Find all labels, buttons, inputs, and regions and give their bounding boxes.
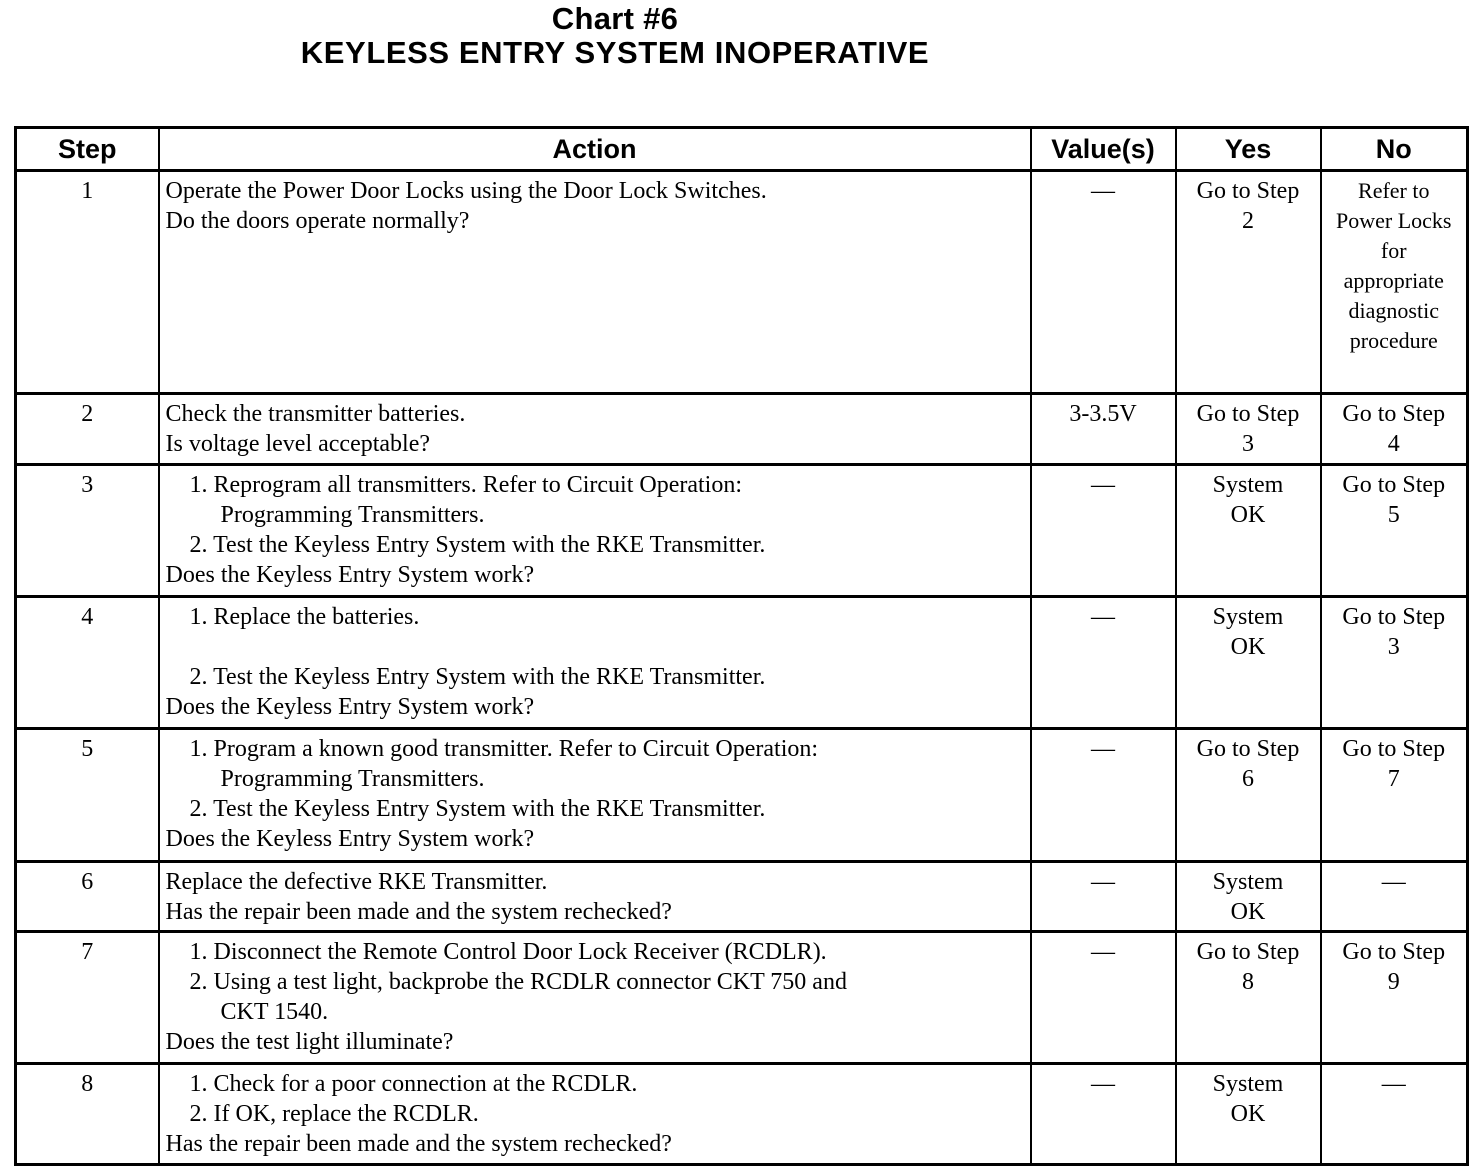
step-number: 6 xyxy=(16,862,159,932)
no-line: Power Locks xyxy=(1336,208,1452,233)
action-cell xyxy=(159,862,1031,932)
value-cell: — xyxy=(1031,597,1176,729)
action-line: 2. Test the Keyless Entry System with the RKE Transmitter. xyxy=(189,532,766,558)
yes-cell xyxy=(1176,729,1321,862)
no-line: 5 xyxy=(1387,502,1400,528)
chart-heading: KEYLESS ENTRY SYSTEM INOPERATIVE xyxy=(300,35,930,70)
action-line: 2. Using a test light, backprobe the RCDLR connector CKT 750 and xyxy=(189,969,847,995)
action-line: Programming Transmitters. xyxy=(220,502,485,528)
value-cell: — xyxy=(1031,932,1176,1064)
action-line: 1. Program a known good transmitter. Refer to Circuit Operation: xyxy=(189,736,819,762)
yes-cell xyxy=(1176,597,1321,729)
no-cell xyxy=(1321,171,1468,394)
step-number: 1 xyxy=(16,171,159,394)
action-cell xyxy=(159,1064,1031,1165)
yes-line: Go to Step xyxy=(1196,401,1300,427)
no-line: — xyxy=(1381,869,1406,895)
step-number: 5 xyxy=(16,729,159,862)
action-line: Is voltage level acceptable? xyxy=(165,431,431,457)
yes-line: Go to Step xyxy=(1196,939,1300,965)
step-number: 8 xyxy=(16,1064,159,1165)
action-line: 1. Check for a poor connection at the RCDLR. xyxy=(189,1071,638,1097)
no-line: 3 xyxy=(1387,634,1400,660)
yes-line: OK xyxy=(1230,899,1266,925)
no-line: Go to Step xyxy=(1342,401,1446,427)
action-line: Replace the defective RKE Transmitter. xyxy=(165,869,548,895)
action-line: 2. Test the Keyless Entry System with the RKE Transmitter. xyxy=(189,796,766,822)
table-row xyxy=(16,465,1468,597)
no-cell xyxy=(1321,862,1468,932)
action-cell xyxy=(159,729,1031,862)
yes-line: System xyxy=(1212,472,1284,498)
step-number: 3 xyxy=(16,465,159,597)
step-number: 2 xyxy=(16,394,159,465)
action-line: Check the transmitter batteries. xyxy=(165,401,466,427)
header-yes: Yes xyxy=(1176,128,1321,171)
action-line: Does the Keyless Entry System work? xyxy=(165,694,535,720)
action-line: Do the doors operate normally? xyxy=(165,208,470,234)
no-line: procedure xyxy=(1349,328,1438,353)
value-cell: — xyxy=(1031,171,1176,394)
action-cell xyxy=(159,171,1031,394)
chart-title xyxy=(0,2,1230,70)
value-cell: — xyxy=(1031,862,1176,932)
yes-cell xyxy=(1176,171,1321,394)
header-action: Action xyxy=(159,128,1031,171)
yes-cell xyxy=(1176,932,1321,1064)
action-cell xyxy=(159,932,1031,1064)
action-line: Has the repair been made and the system rechecked? xyxy=(165,1131,672,1157)
no-cell xyxy=(1321,1064,1468,1165)
table-row xyxy=(16,729,1468,862)
action-line: 2. If OK, replace the RCDLR. xyxy=(189,1101,479,1127)
header-step: Step xyxy=(16,128,159,171)
yes-cell xyxy=(1176,1064,1321,1165)
yes-line: 3 xyxy=(1242,431,1254,457)
no-cell xyxy=(1321,465,1468,597)
yes-line: Go to Step xyxy=(1196,178,1300,204)
action-line: CKT 1540. xyxy=(220,999,329,1025)
no-line: for xyxy=(1380,238,1407,263)
action-line-blank xyxy=(166,632,1024,662)
step-number: 7 xyxy=(16,932,159,1064)
no-line: diagnostic xyxy=(1348,298,1439,323)
no-line: 7 xyxy=(1387,766,1400,792)
diagnostic-table xyxy=(14,126,1469,1166)
yes-line: OK xyxy=(1230,1101,1266,1127)
yes-line: 2 xyxy=(1242,208,1254,234)
action-line: Does the test light illuminate? xyxy=(165,1029,454,1055)
step-number: 4 xyxy=(16,597,159,729)
header-values: Value(s) xyxy=(1031,128,1176,171)
no-cell xyxy=(1321,394,1468,465)
no-line: Refer to xyxy=(1358,178,1430,203)
no-line: — xyxy=(1381,1071,1406,1097)
no-cell xyxy=(1321,932,1468,1064)
no-line: Go to Step xyxy=(1342,939,1446,965)
yes-line: Go to Step xyxy=(1196,736,1300,762)
value-cell: — xyxy=(1031,729,1176,862)
table-row xyxy=(16,597,1468,729)
no-line: 9 xyxy=(1387,969,1400,995)
no-line: Go to Step xyxy=(1342,472,1446,498)
table-row xyxy=(16,394,1468,465)
action-line: Does the Keyless Entry System work? xyxy=(165,826,535,852)
yes-line: System xyxy=(1212,869,1284,895)
yes-line: System xyxy=(1212,1071,1284,1097)
value-cell: — xyxy=(1031,465,1176,597)
action-cell xyxy=(159,597,1031,729)
action-line: Has the repair been made and the system rechecked? xyxy=(165,899,672,925)
no-line: appropriate xyxy=(1343,268,1444,293)
no-cell xyxy=(1321,597,1468,729)
action-cell xyxy=(159,394,1031,465)
yes-cell xyxy=(1176,862,1321,932)
value-cell: 3-3.5V xyxy=(1031,394,1176,465)
yes-line: System xyxy=(1212,604,1284,630)
header-row xyxy=(16,128,1468,171)
action-line: Programming Transmitters. xyxy=(220,766,485,792)
table-row xyxy=(16,171,1468,394)
no-line: 4 xyxy=(1387,431,1400,457)
yes-cell xyxy=(1176,465,1321,597)
action-line: Does the Keyless Entry System work? xyxy=(165,562,535,588)
yes-cell xyxy=(1176,394,1321,465)
action-cell xyxy=(159,465,1031,597)
value-cell: — xyxy=(1031,1064,1176,1165)
table-row xyxy=(16,932,1468,1064)
no-line: Go to Step xyxy=(1342,604,1446,630)
table-row xyxy=(16,862,1468,932)
yes-line: 6 xyxy=(1242,766,1254,792)
action-line: Operate the Power Door Locks using the Door Lock Switches. xyxy=(165,178,767,204)
action-line: 1. Disconnect the Remote Control Door Lock Receiver (RCDLR). xyxy=(189,939,827,965)
table-row xyxy=(16,1064,1468,1165)
action-line: 1. Replace the batteries. xyxy=(189,604,420,630)
no-cell xyxy=(1321,729,1468,862)
chart-number: Chart #6 xyxy=(551,1,679,36)
yes-line: 8 xyxy=(1242,969,1254,995)
yes-line: OK xyxy=(1230,634,1266,660)
header-no: No xyxy=(1321,128,1468,171)
action-line: 2. Test the Keyless Entry System with the RKE Transmitter. xyxy=(189,664,766,690)
yes-line: OK xyxy=(1230,502,1266,528)
no-line: Go to Step xyxy=(1342,736,1446,762)
action-line: 1. Reprogram all transmitters. Refer to Circuit Operation: xyxy=(189,472,743,498)
